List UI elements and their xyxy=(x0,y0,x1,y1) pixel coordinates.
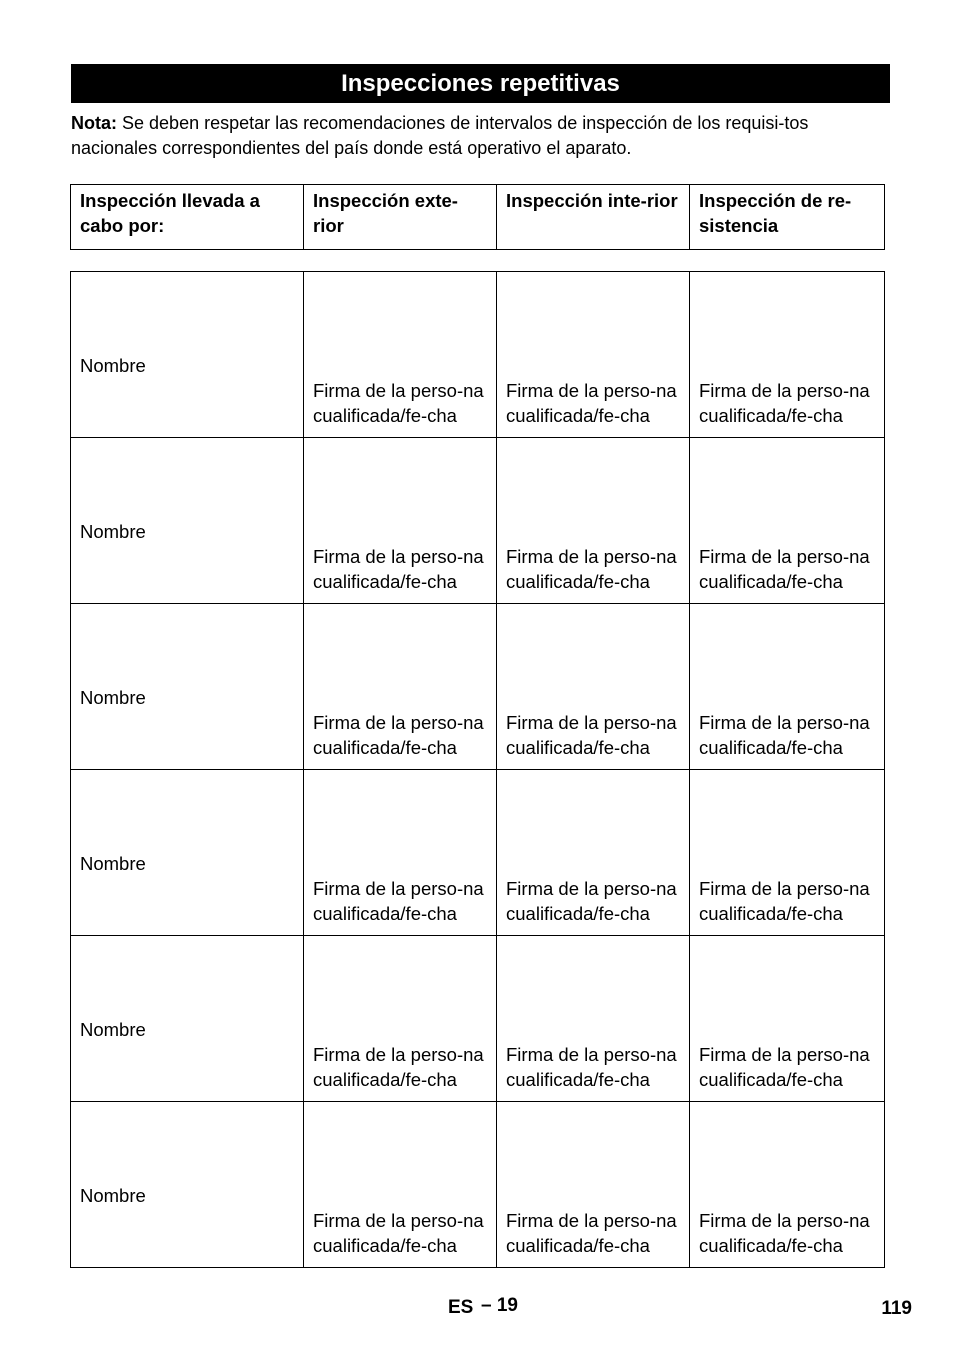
page-title: Inspecciones repetitivas xyxy=(71,64,890,103)
name-cell: Nombre xyxy=(71,770,304,936)
table-row xyxy=(71,438,885,604)
signature-cell: Firma de la perso-na cualificada/fe-cha xyxy=(497,272,690,438)
header-resistance: Inspección de re-sistencia xyxy=(690,185,885,250)
note-text: Se deben respetar las recomendaciones de intervalos de inspección de los requisi-tos nacionales correspondientes del país donde está operativo el aparato. xyxy=(71,113,809,158)
signature-cell: Firma de la perso-na cualificada/fe-cha xyxy=(690,272,885,438)
name-cell: Nombre xyxy=(71,438,304,604)
signature-cell: Firma de la perso-na cualificada/fe-cha xyxy=(690,604,885,770)
signature-cell: Firma de la perso-na cualificada/fe-cha xyxy=(304,1102,497,1268)
signature-cell: Firma de la perso-na cualificada/fe-cha xyxy=(304,936,497,1102)
signature-cell: Firma de la perso-na cualificada/fe-cha xyxy=(690,770,885,936)
inspection-record-table xyxy=(70,271,885,1268)
footer-language: ES xyxy=(448,1297,474,1318)
signature-cell: Firma de la perso-na cualificada/fe-cha xyxy=(304,770,497,936)
table-header-row xyxy=(71,185,885,250)
table-row xyxy=(71,604,885,770)
note-paragraph xyxy=(71,111,890,161)
name-cell: Nombre xyxy=(71,604,304,770)
table-row xyxy=(71,770,885,936)
table-row xyxy=(71,272,885,438)
signature-cell: Firma de la perso-na cualificada/fe-cha xyxy=(304,272,497,438)
signature-cell: Firma de la perso-na cualificada/fe-cha xyxy=(690,1102,885,1268)
inspection-header-table xyxy=(70,184,885,250)
signature-cell: Firma de la perso-na cualificada/fe-cha xyxy=(690,936,885,1102)
signature-cell: Firma de la perso-na cualificada/fe-cha xyxy=(497,1102,690,1268)
signature-cell: Firma de la perso-na cualificada/fe-cha xyxy=(497,438,690,604)
table-row xyxy=(71,1102,885,1268)
header-inspected-by: Inspección llevada a cabo por: xyxy=(71,185,304,250)
signature-cell: Firma de la perso-na cualificada/fe-cha xyxy=(497,604,690,770)
header-exterior: Inspección exte-rior xyxy=(304,185,497,250)
name-cell: Nombre xyxy=(71,1102,304,1268)
signature-cell: Firma de la perso-na cualificada/fe-cha xyxy=(497,936,690,1102)
name-cell: Nombre xyxy=(71,936,304,1102)
signature-cell: Firma de la perso-na cualificada/fe-cha xyxy=(304,438,497,604)
name-cell: Nombre xyxy=(71,272,304,438)
signature-cell: Firma de la perso-na cualificada/fe-cha xyxy=(304,604,497,770)
table-row xyxy=(71,936,885,1102)
header-interior: Inspección inte-rior xyxy=(497,185,690,250)
footer-page-reference: – 19 xyxy=(481,1295,518,1316)
footer-page-number: 119 xyxy=(881,1298,912,1319)
signature-cell: Firma de la perso-na cualificada/fe-cha xyxy=(497,770,690,936)
note-label: Nota: xyxy=(71,113,117,133)
signature-cell: Firma de la perso-na cualificada/fe-cha xyxy=(690,438,885,604)
